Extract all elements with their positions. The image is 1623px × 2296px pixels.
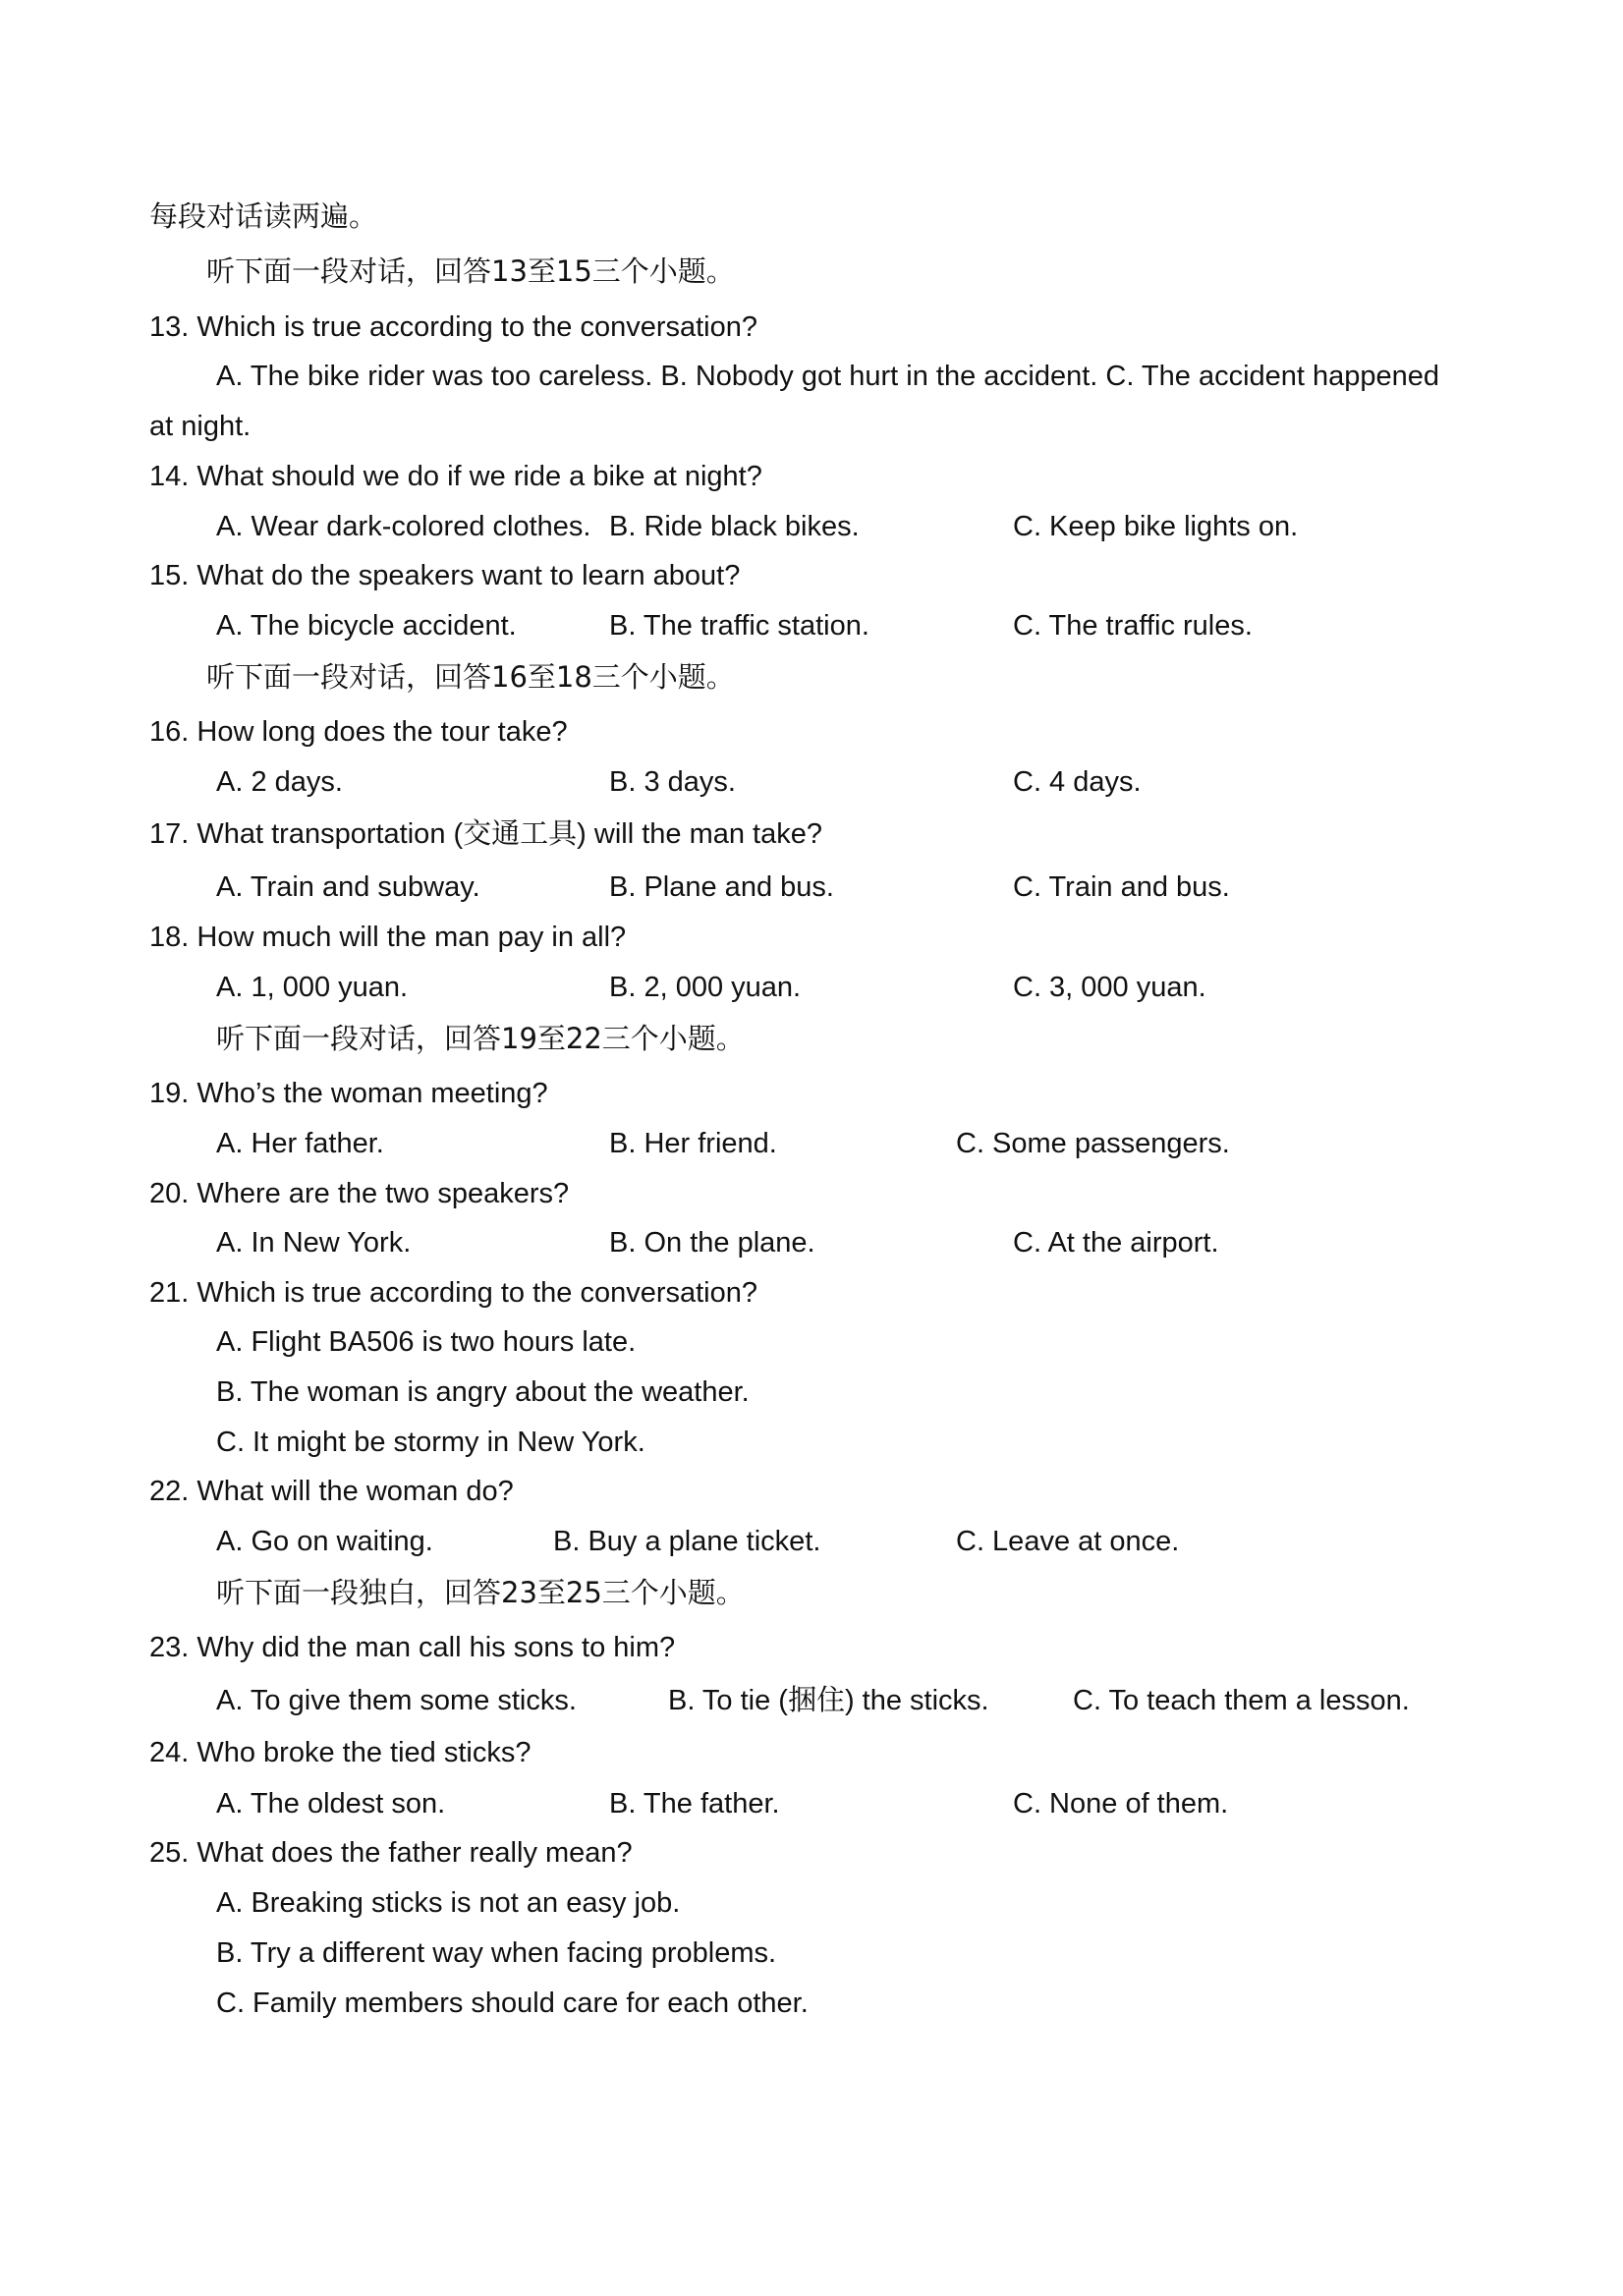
question-19-option-a: A. Her father. xyxy=(216,1128,384,1159)
question-21-option-b: B. The woman is angry about the weather. xyxy=(216,1376,750,1408)
question-17-option-c: C. Train and bus. xyxy=(1013,871,1230,903)
question-15-option-b: B. The traffic station. xyxy=(609,610,869,642)
question-22-option-a: A. Go on waiting. xyxy=(216,1526,433,1557)
question-16-stem: 16. How long does the tour take? xyxy=(149,716,568,748)
question-24-stem: 24. Who broke the tied sticks? xyxy=(149,1737,532,1768)
question-21-option-c: C. It might be stormy in New York. xyxy=(216,1427,645,1458)
question-22-stem: 22. What will the woman do? xyxy=(149,1476,514,1507)
question-18-option-c: C. 3, 000 yuan. xyxy=(1013,972,1206,1003)
question-24-option-b: B. The father. xyxy=(609,1788,780,1820)
question-22-option-c: C. Leave at once. xyxy=(956,1526,1180,1557)
question-21-stem: 21. Which is true according to the conversation? xyxy=(149,1277,757,1309)
question-23-stem: 23. Why did the man call his sons to him? xyxy=(149,1632,676,1663)
section-instruction-16-18: 听下面一段对话，回答16至18三个小题。 xyxy=(206,660,735,694)
question-20-option-c: C. At the airport. xyxy=(1013,1227,1219,1259)
question-24-option-c: C. None of them. xyxy=(1013,1788,1229,1820)
question-25-stem: 25. What does the father really mean? xyxy=(149,1837,633,1869)
question-23-option-c: C. To teach them a lesson. xyxy=(1073,1685,1410,1716)
question-18-option-a: A. 1, 000 yuan. xyxy=(216,972,409,1003)
question-21-option-a: A. Flight BA506 is two hours late. xyxy=(216,1326,637,1358)
question-23-option-b: B. To tie (捆住) the sticks. xyxy=(668,1685,989,1716)
question-18-option-b: B. 2, 000 yuan. xyxy=(609,972,802,1003)
question-14-stem: 14. What should we do if we ride a bike at night? xyxy=(149,461,762,492)
question-17-option-a: A. Train and subway. xyxy=(216,871,480,903)
question-24-option-a: A. The oldest son. xyxy=(216,1788,446,1820)
question-13-options: A. The bike rider was too careless. B. Nobody got hurt in the accident. C. The accident happened xyxy=(216,361,1440,392)
question-20-stem: 20. Where are the two speakers? xyxy=(149,1178,570,1209)
question-16-option-a: A. 2 days. xyxy=(216,766,343,798)
question-19-option-c: C. Some passengers. xyxy=(956,1128,1230,1159)
question-20-option-a: A. In New York. xyxy=(216,1227,412,1259)
question-13-stem: 13. Which is true according to the conversation? xyxy=(149,311,757,343)
question-23-option-a: A. To give them some sticks. xyxy=(216,1685,577,1716)
section-instruction-23-25: 听下面一段独白，回答23至25三个小题。 xyxy=(216,1576,745,1609)
section-instruction-13-15: 听下面一段对话，回答13至15三个小题。 xyxy=(206,254,735,288)
question-15-option-a: A. The bicycle accident. xyxy=(216,610,517,642)
question-19-option-b: B. Her friend. xyxy=(609,1128,777,1159)
question-14-option-c: C. Keep bike lights on. xyxy=(1013,511,1299,542)
question-17-stem: 17. What transportation (交通工具) will the man take? xyxy=(149,818,822,850)
question-15-stem: 15. What do the speakers want to learn about? xyxy=(149,560,741,591)
question-16-option-c: C. 4 days. xyxy=(1013,766,1142,798)
intro-read-twice: 每段对话读两遍。 xyxy=(149,199,378,233)
question-17-option-b: B. Plane and bus. xyxy=(609,871,834,903)
question-25-option-a: A. Breaking sticks is not an easy job. xyxy=(216,1887,681,1919)
question-25-option-c: C. Family members should care for each other. xyxy=(216,1988,809,2019)
question-22-option-b: B. Buy a plane ticket. xyxy=(553,1526,821,1557)
question-16-option-b: B. 3 days. xyxy=(609,766,736,798)
question-13-option-c-wrap: at night. xyxy=(149,411,252,442)
question-15-option-c: C. The traffic rules. xyxy=(1013,610,1253,642)
question-14-option-a: A. Wear dark-colored clothes. xyxy=(216,511,591,542)
question-18-stem: 18. How much will the man pay in all? xyxy=(149,922,627,953)
question-19-stem: 19. Who’s the woman meeting? xyxy=(149,1078,548,1109)
question-14-option-b: B. Ride black bikes. xyxy=(609,511,860,542)
question-20-option-b: B. On the plane. xyxy=(609,1227,815,1259)
question-25-option-b: B. Try a different way when facing problems. xyxy=(216,1937,777,1969)
section-instruction-19-22: 听下面一段对话，回答19至22三个小题。 xyxy=(216,1022,745,1055)
